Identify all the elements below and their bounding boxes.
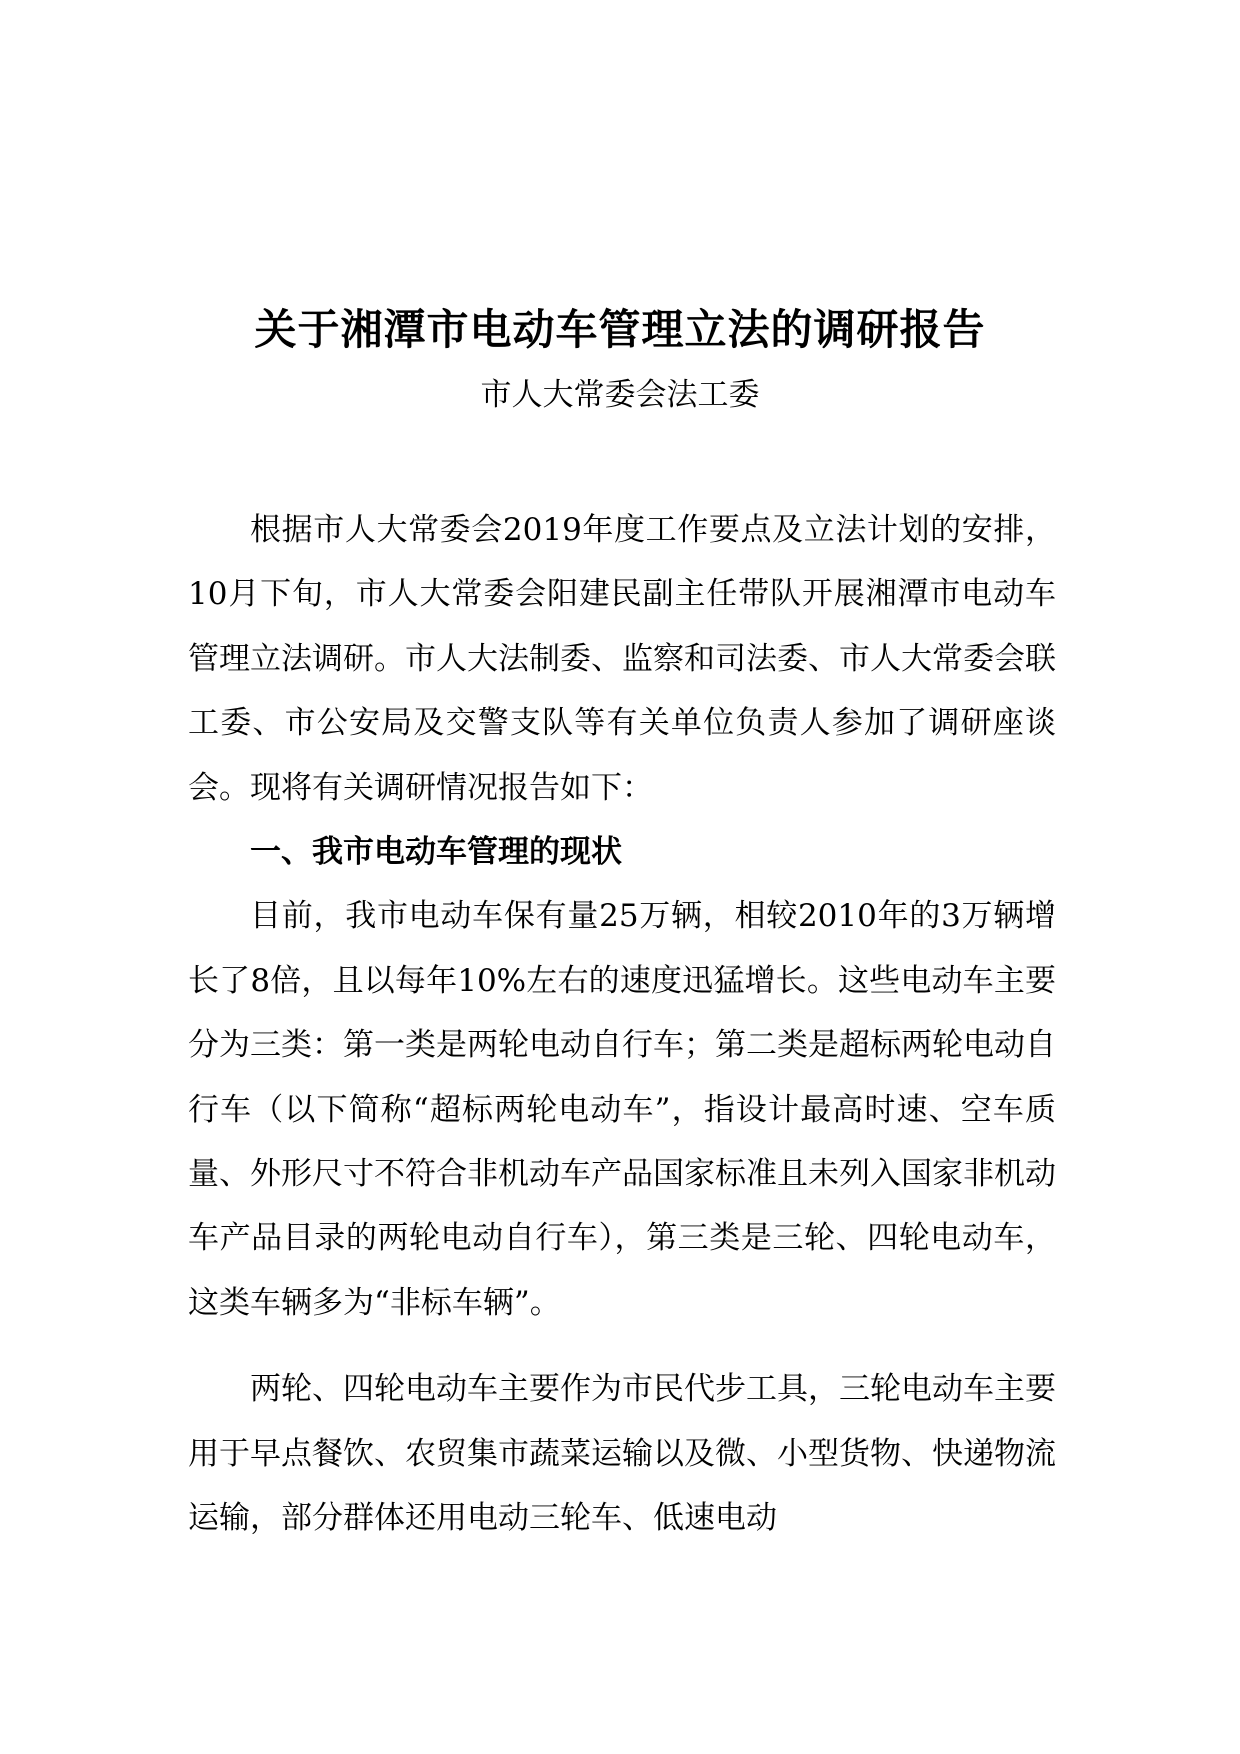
section-heading: 一、我市电动车管理的现状 <box>250 834 622 871</box>
document-author: 市人大常委会法工委 <box>480 377 760 413</box>
paragraph-intro: 根据市人大常委会2019年度工作要点及立法计划的安排，10月下旬，市人大常委会阳建民副主任带队开展湘潭市电动车管理立法调研。市人大法制委、监察和司法委、市人大常委会联工委、市公安局及交警支队等有关单位负责人参加了调研座谈会。现将有关调研情况报告如下： <box>188 512 1056 806</box>
document-body <box>188 498 1056 1551</box>
document-title: 关于湘潭市电动车管理立法的调研报告 <box>254 305 986 354</box>
paragraph-status: 目前，我市电动车保有量25万辆，相较2010年的3万辆增长了8倍，且以每年10%左右的速度迅猛增长。这些电动车主要分为三类：第一类是两轮电动自行车；第二类是超标两轮电动自行车（以下简称“超标两轮电动车”，指设计最高时速、空车质量、外形尺寸不符合非机动车产品国家标准且未列入国家非机动车产品目录的两轮电动自行车），第三类是三轮、四轮电动车，这类车辆多为“非标车辆”。 <box>188 898 1056 1321</box>
paragraph-usage: 两轮、四轮电动车主要作为市民代步工具，三轮电动车主要用于早点餐饮、农贸集市蔬菜运输以及微、小型货物、快递物流运输，部分群体还用电动三轮车、低速电动 <box>188 1371 1056 1537</box>
